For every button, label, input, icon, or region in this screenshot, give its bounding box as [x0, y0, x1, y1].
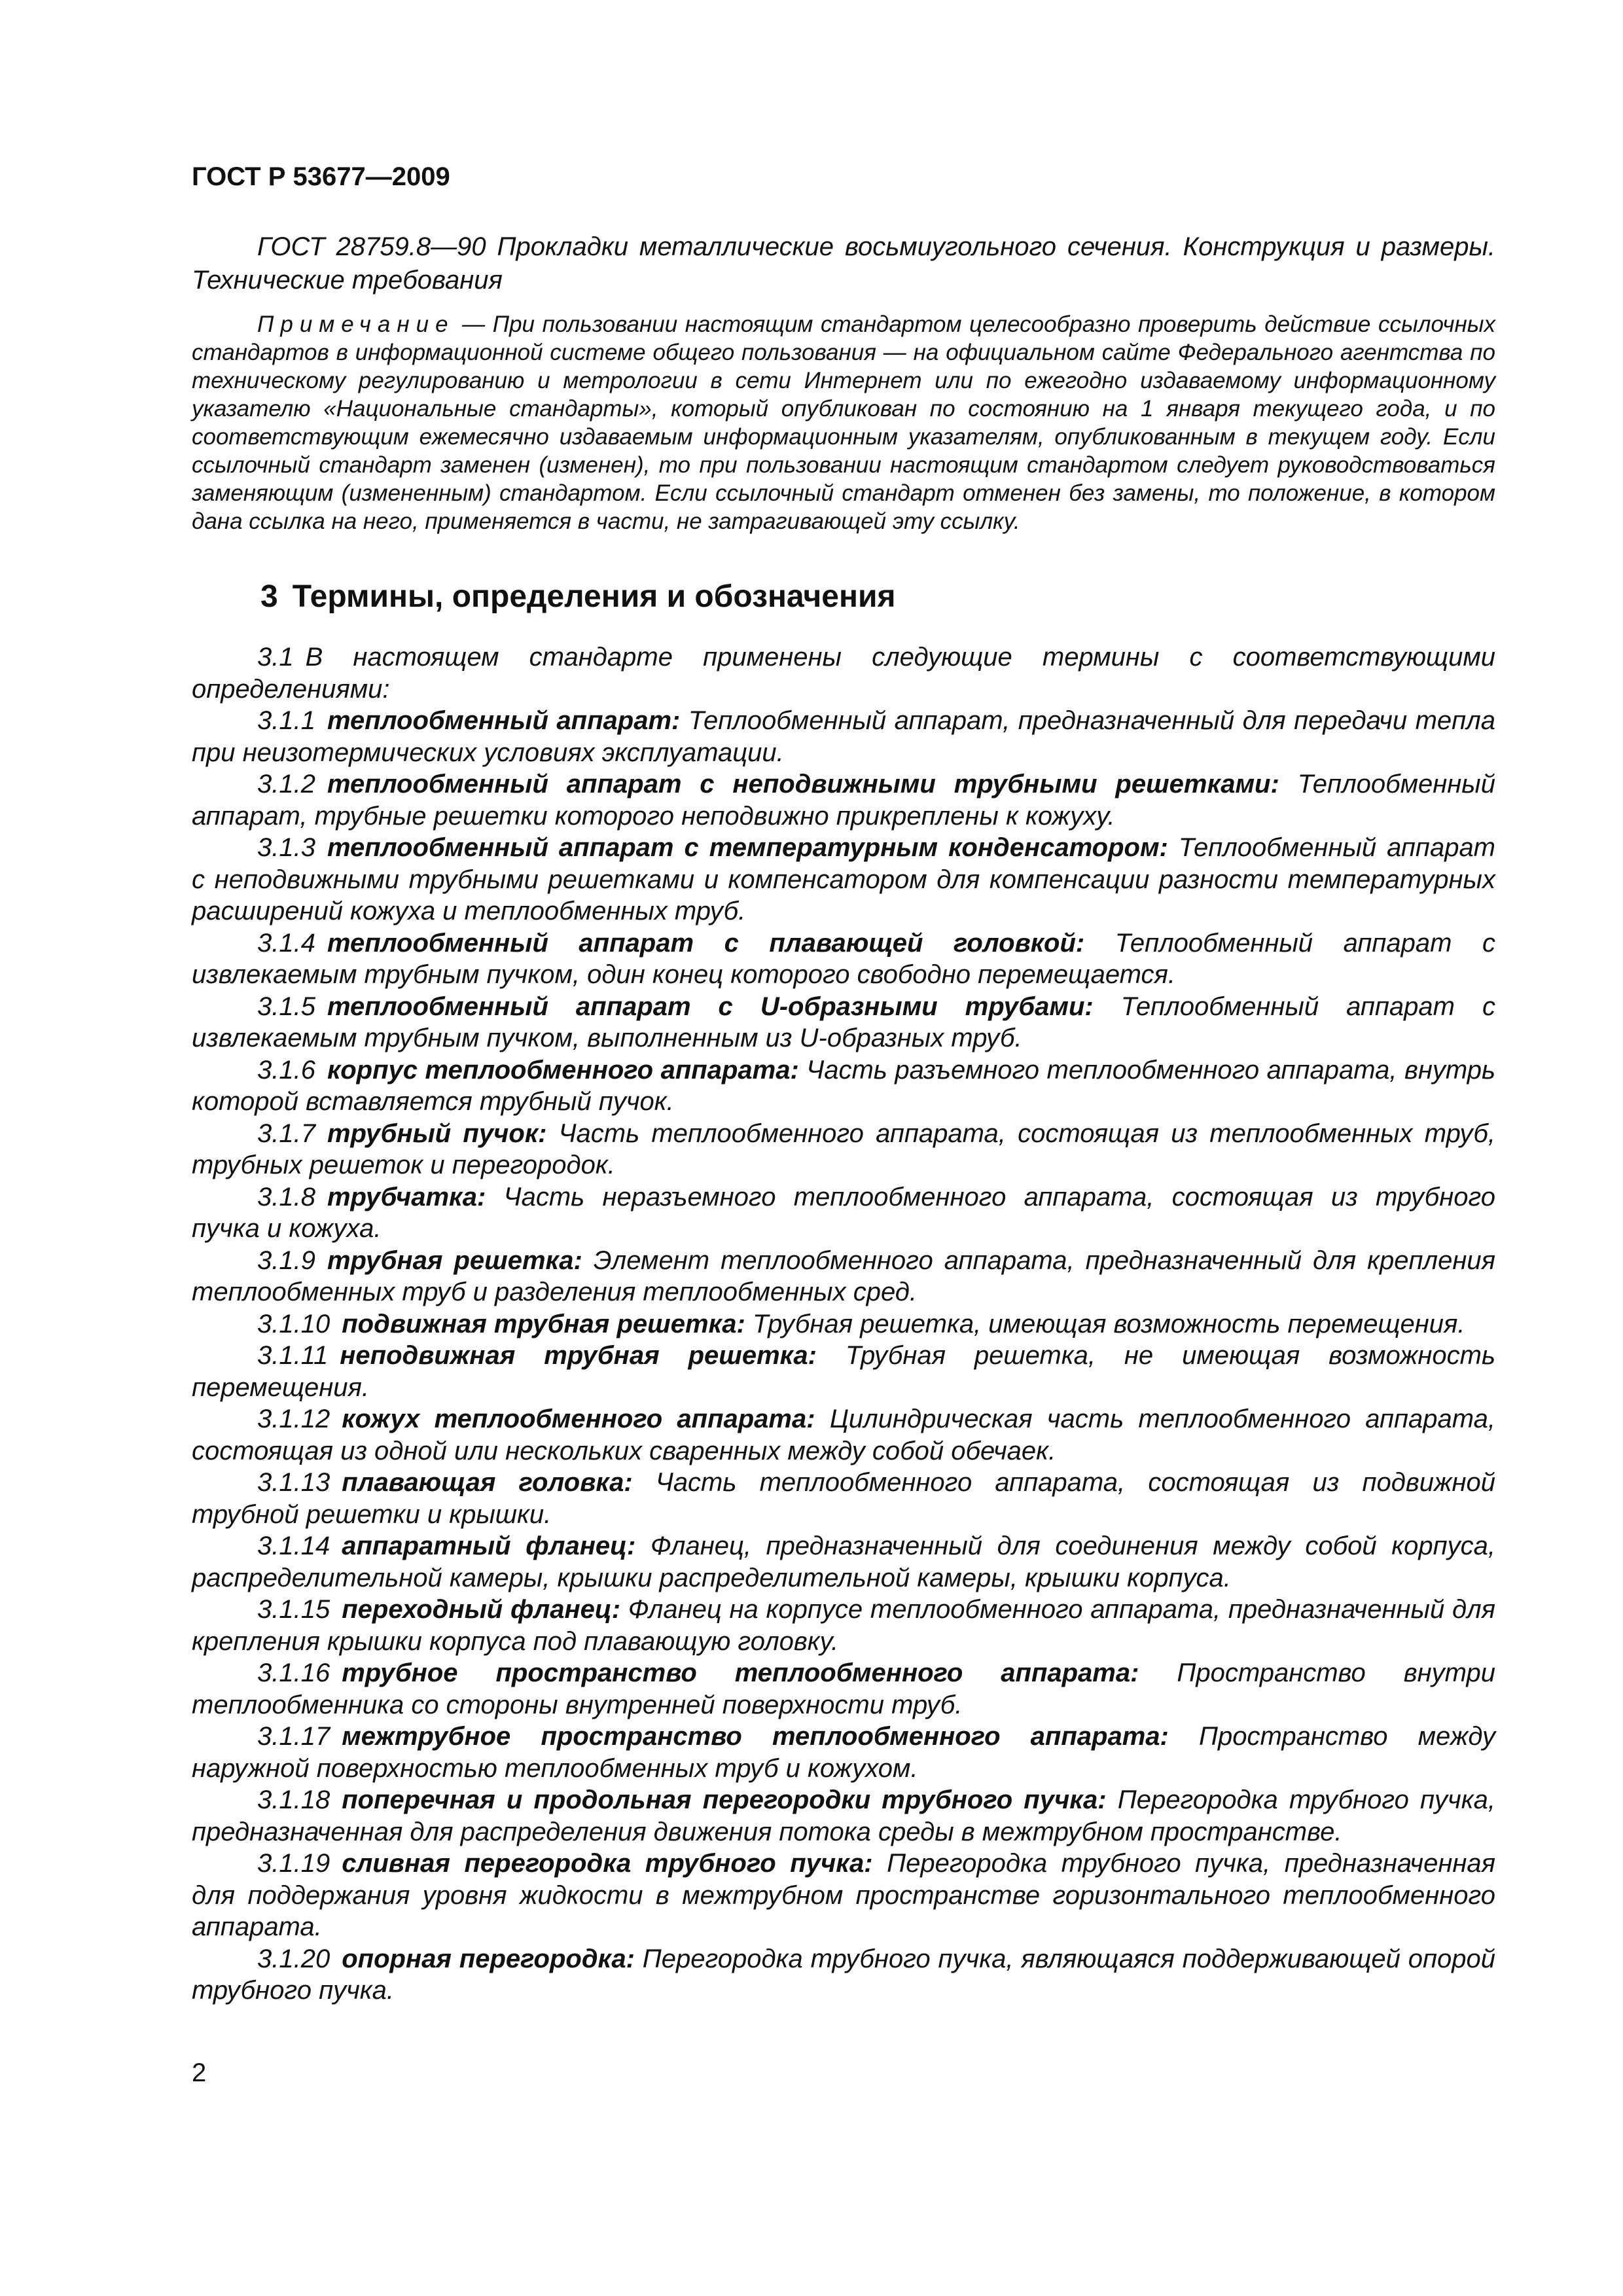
term-entry — [192, 1657, 1495, 1721]
term-number: 3.1.10 — [257, 1309, 330, 1338]
terms-list — [192, 641, 1495, 2007]
term-number: 3.1.1 — [257, 706, 315, 735]
term-number: 3.1.2 — [257, 770, 315, 798]
term-definition: Трубная решетка, не имеющая возможность перемещения. — [192, 1341, 1496, 1402]
term-definition: Фланец на корпусе теплообменного аппарата, предназначенный для крепления крышки корпуса под плавающую головку. — [192, 1595, 1495, 1656]
term-number: 3.1.4 — [257, 928, 315, 958]
section-heading — [260, 579, 896, 615]
term-name: теплообменный аппарат с U-образными трубами: — [327, 992, 1094, 1021]
term-number: 3.1.18 — [257, 1785, 330, 1814]
term-definition: Теплообменный аппарат с неподвижными трубными решетками и компенсатором для компенсации разности температурных расширений кожуха и теплообменных труб. — [192, 833, 1496, 925]
term-number: 3.1.19 — [257, 1849, 330, 1878]
term-number: 3.1.14 — [257, 1532, 330, 1560]
term-definition: Теплообменный аппарат, трубные решетки которого неподвижно прикреплены к кожуху. — [192, 770, 1495, 831]
term-number: 3.1.17 — [257, 1722, 330, 1751]
term-name: аппаратный фланец: — [342, 1532, 636, 1560]
term-definition: Часть теплообменного аппарата, состоящая из подвижной трубной решетки и крышки. — [192, 1468, 1495, 1529]
term-name: корпус теплообменного аппарата: — [327, 1055, 799, 1085]
term-name: подвижная трубная решетка: — [342, 1309, 745, 1338]
term-number: 3.1.8 — [257, 1182, 315, 1211]
term-definition: Перегородка трубного пучка, предназначенная для поддержания уровня жидкости в межтрубном пространстве горизонтального теплообменного аппарата. — [192, 1849, 1495, 1941]
term-definition: Цилиндрическая часть теплообменного аппарата, состоящая из одной или нескольких сваренных между собой обечаек. — [192, 1405, 1495, 1465]
term-definition: Часть неразъемного теплообменного аппарата, состоящая из трубного пучка и кожуха. — [192, 1182, 1495, 1243]
term-number: 3.1.7 — [257, 1119, 315, 1148]
term-entry — [192, 1594, 1495, 1657]
term-entry — [192, 991, 1495, 1054]
term-definition: Пространство между наружной поверхностью теплообменных труб и кожухом. — [192, 1722, 1495, 1783]
term-number: 3.1.13 — [257, 1468, 330, 1497]
term-entry — [192, 1340, 1495, 1403]
term-name: трубная решетка: — [327, 1246, 582, 1275]
reference-entry: ГОСТ 28759.8—90 Прокладки металлические восьмиугольного сечения. Конструкция и размеры. Технические требования — [192, 232, 1495, 295]
term-entry — [192, 1721, 1495, 1784]
term-entry — [192, 1943, 1495, 2007]
term-definition: Теплообменный аппарат с извлекаемым трубным пучком, выполненным из U-образных труб. — [192, 992, 1495, 1052]
term-name: переходный фланец: — [342, 1595, 621, 1624]
references-note — [192, 310, 1495, 535]
term-name: неподвижная трубная решетка: — [340, 1341, 817, 1370]
term-name: теплообменный аппарат с плавающей головкой: — [327, 928, 1085, 958]
term-number: 3.1.20 — [257, 1944, 330, 1973]
term-number: 3.1.15 — [257, 1595, 330, 1624]
term-entry — [192, 1848, 1495, 1943]
term-name: кожух теплообменного аппарата: — [342, 1405, 815, 1433]
term-definition: Перегородка трубного пучка, предназначенная для распределения движения потока среды в межтрубном пространстве. — [192, 1785, 1496, 1846]
term-entry — [192, 705, 1495, 768]
term-name: трубное пространство теплообменного аппарата: — [342, 1659, 1139, 1687]
term-definition: Трубная решетка, имеющая возможность перемещения. — [745, 1309, 1465, 1338]
term-name: теплообменный аппарат: — [327, 706, 681, 735]
note-label: Примечание — [257, 312, 455, 337]
term-name: трубный пучок: — [327, 1119, 547, 1148]
term-entry — [192, 1530, 1495, 1594]
term-definition: Теплообменный аппарат, предназначенный для передачи тепла при неизотермических условиях эксплуатации. — [192, 706, 1495, 767]
term-number: 3.1.6 — [257, 1055, 315, 1085]
normative-references-block — [192, 230, 1495, 535]
term-number: 3.1.16 — [257, 1659, 330, 1687]
term-entry — [192, 1054, 1495, 1118]
term-number: 3.1.12 — [257, 1405, 330, 1433]
term-number: 3.1.3 — [257, 833, 315, 862]
term-name: плавающая головка: — [342, 1468, 633, 1497]
term-definition: Теплообменный аппарат с извлекаемым трубным пучком, один конец которого свободно перемещается. — [192, 928, 1495, 989]
intro-text: В настоящем стандарте применены следующие термины с соответствующими определениями: — [192, 643, 1495, 704]
term-number: 3.1.11 — [257, 1341, 329, 1370]
term-definition: Элемент теплообменного аппарата, предназначенный для крепления теплообменных труб и разделения теплообменных сред. — [192, 1246, 1495, 1306]
term-definition: Часть разъемного теплообменного аппарата, внутрь которой вставляется трубный пучок. — [192, 1055, 1495, 1116]
term-name: теплообменный аппарат с неподвижными трубными решетками: — [327, 770, 1279, 798]
term-entry — [192, 1467, 1495, 1530]
page-number: 2 — [192, 2058, 207, 2087]
term-name: теплообменный аппарат с температурным конденсатором: — [327, 833, 1168, 862]
section-title: Термины, определения и обозначения — [292, 579, 896, 614]
term-entry — [192, 1308, 1495, 1340]
term-entry — [192, 1118, 1495, 1181]
document-code-header: ГОСТ Р 53677—2009 — [192, 162, 450, 191]
term-name: трубчатка: — [327, 1182, 486, 1211]
intro-number: 3.1 — [257, 643, 294, 672]
term-name: сливная перегородка трубного пучка: — [342, 1849, 873, 1878]
term-number: 3.1.9 — [257, 1246, 315, 1275]
term-name: межтрубное пространство теплообменного аппарата: — [342, 1722, 1169, 1751]
term-entry — [192, 927, 1495, 991]
term-definition: Часть теплообменного аппарата, состоящая из теплообменных труб, трубных решеток и перегородок. — [192, 1119, 1495, 1179]
term-entry — [192, 1784, 1495, 1848]
term-entry — [192, 832, 1495, 927]
term-entry — [192, 1181, 1495, 1245]
term-name: поперечная и продольная перегородки трубного пучка: — [342, 1785, 1107, 1814]
term-definition: Фланец, предназначенный для соединения между собой корпуса, распределительной камеры, крышки распределительной камеры, крышки корпуса. — [192, 1532, 1495, 1592]
term-definition: Пространство внутри теплообменника со стороны внутренней поверхности труб. — [192, 1659, 1495, 1719]
note-text: — При пользовании настоящим стандартом целесообразно проверить действие ссылочных стандартов в информационной системе общего пользования — на официальном сайте Федерального агентства по техническому регулированию и метрологии в сети Интернет или по ежегодно издаваемому информационному указателю «Национальные стандарты», который опубликован по состоянию на 1 января текущего года, и по соответствующим ежемесячно издаваемым информационным указателям, опубликованным в текущем году. Если ссылочный стандарт заменен (изменен), то при пользовании настоящим стандартом следует руководствоваться заменяющим (измененным) стандартом. Если ссылочный стандарт отменен без замены, то положение, в котором дана ссылка на него, применяется в части, не затрагивающей эту ссылку. — [192, 312, 1495, 534]
section-number: 3 — [260, 579, 278, 614]
term-number: 3.1.5 — [257, 992, 315, 1021]
terms-intro — [192, 641, 1495, 705]
term-entry — [192, 768, 1495, 832]
term-entry — [192, 1403, 1495, 1467]
term-name: опорная перегородка: — [342, 1944, 635, 1973]
term-definition: Перегородка трубного пучка, являющаяся поддерживающей опорой трубного пучка. — [192, 1944, 1495, 2005]
term-entry — [192, 1245, 1495, 1308]
